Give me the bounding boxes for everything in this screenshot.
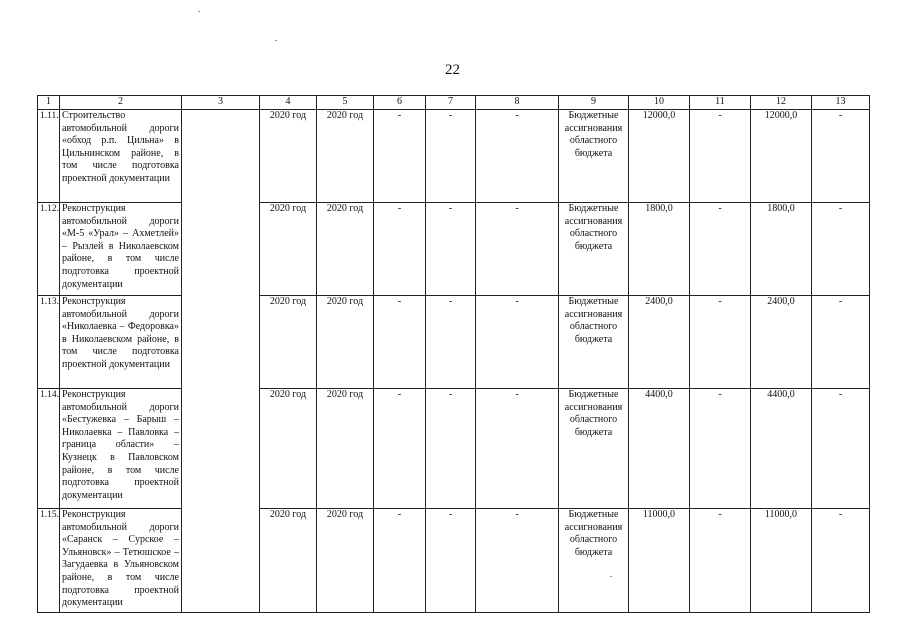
column-header-13: 13 [812,96,870,110]
row-number: 1.14. [38,389,60,509]
col-8-value: - [476,509,559,613]
col-13-value: - [812,110,870,203]
project-name: Строительство автомобильной дороги «обход р.п. Цильна» в Цильнинском районе, в том числе подготовка проектной документации [60,110,182,203]
header-row [38,96,870,110]
start-year: 2020 год [260,389,317,509]
scan-speck [275,40,277,41]
column-header-4: 4 [260,96,317,110]
col-12-amount: 1800,0 [751,203,812,296]
col-10-amount: 4400,0 [629,389,690,509]
row-number: 1.15. [38,509,60,613]
col-7-value: - [426,203,476,296]
project-name: Реконструкция автомобильной дороги «Бестужевка – Барыш – Николаевка – Павловка – граница области» – Кузнецк в Павловском районе, в том числе подготовка проектной документации [60,389,182,509]
col-6-value: - [374,203,426,296]
column-header-12: 12 [751,96,812,110]
column-header-8: 8 [476,96,559,110]
col-11-value: - [690,509,751,613]
end-year: 2020 год [317,110,374,203]
start-year: 2020 год [260,296,317,389]
scan-speck [610,576,612,577]
project-name: Реконструкция автомобильной дороги «Саранск – Сурское – Ульяновск» – Тетюшское – Загудаевка в Ульяновском районе, в том числе подготовка проектной документации [60,509,182,613]
table-row [38,389,870,509]
column-header-7: 7 [426,96,476,110]
start-year: 2020 год [260,203,317,296]
funding-source: Бюджетные ассигнования областного бюджета [559,110,629,203]
funding-source: Бюджетные ассигнования областного бюджета [559,203,629,296]
scan-speck [198,11,200,12]
end-year: 2020 год [317,389,374,509]
end-year: 2020 год [317,296,374,389]
start-year: 2020 год [260,509,317,613]
column-3-merged-cell [182,110,260,613]
col-10-amount: 2400,0 [629,296,690,389]
row-number: 1.11. [38,110,60,203]
col-8-value: - [476,110,559,203]
start-year: 2020 год [260,110,317,203]
col-11-value: - [690,389,751,509]
column-header-3: 3 [182,96,260,110]
funding-source: Бюджетные ассигнования областного бюджета [559,296,629,389]
table-row [38,110,870,203]
col-10-amount: 12000,0 [629,110,690,203]
col-12-amount: 12000,0 [751,110,812,203]
col-6-value: - [374,110,426,203]
column-header-10: 10 [629,96,690,110]
column-header-6: 6 [374,96,426,110]
end-year: 2020 год [317,203,374,296]
table-row [38,203,870,296]
col-7-value: - [426,389,476,509]
col-6-value: - [374,296,426,389]
col-12-amount: 11000,0 [751,509,812,613]
col-10-amount: 1800,0 [629,203,690,296]
col-8-value: - [476,203,559,296]
col-13-value: - [812,203,870,296]
funding-source: Бюджетные ассигнования областного бюджета [559,389,629,509]
col-11-value: - [690,296,751,389]
col-7-value: - [426,509,476,613]
table-row [38,296,870,389]
col-13-value: - [812,296,870,389]
column-header-11: 11 [690,96,751,110]
row-number: 1.12. [38,203,60,296]
column-header-1: 1 [38,96,60,110]
col-13-value: - [812,389,870,509]
col-6-value: - [374,389,426,509]
row-number: 1.13. [38,296,60,389]
col-7-value: - [426,110,476,203]
col-11-value: - [690,110,751,203]
col-12-amount: 4400,0 [751,389,812,509]
column-header-5: 5 [317,96,374,110]
column-header-9: 9 [559,96,629,110]
col-6-value: - [374,509,426,613]
col-13-value: - [812,509,870,613]
column-header-2: 2 [60,96,182,110]
col-7-value: - [426,296,476,389]
project-name: Реконструкция автомобильной дороги «Николаевка – Федоровка» в Николаевском районе, в том числе подготовка проектной документации [60,296,182,389]
table-row [38,509,870,613]
col-11-value: - [690,203,751,296]
col-12-amount: 2400,0 [751,296,812,389]
funding-source: Бюджетные ассигнования областного бюджета [559,509,629,613]
project-name: Реконструкция автомобильной дороги «М-5 «Урал» – Ахметлей» – Рызлей в Николаевском районе, в том числе подготовка проектной документации [60,203,182,296]
end-year: 2020 год [317,509,374,613]
col-8-value: - [476,389,559,509]
col-8-value: - [476,296,559,389]
col-10-amount: 11000,0 [629,509,690,613]
program-table [37,95,870,613]
page-number: 22 [445,62,460,78]
